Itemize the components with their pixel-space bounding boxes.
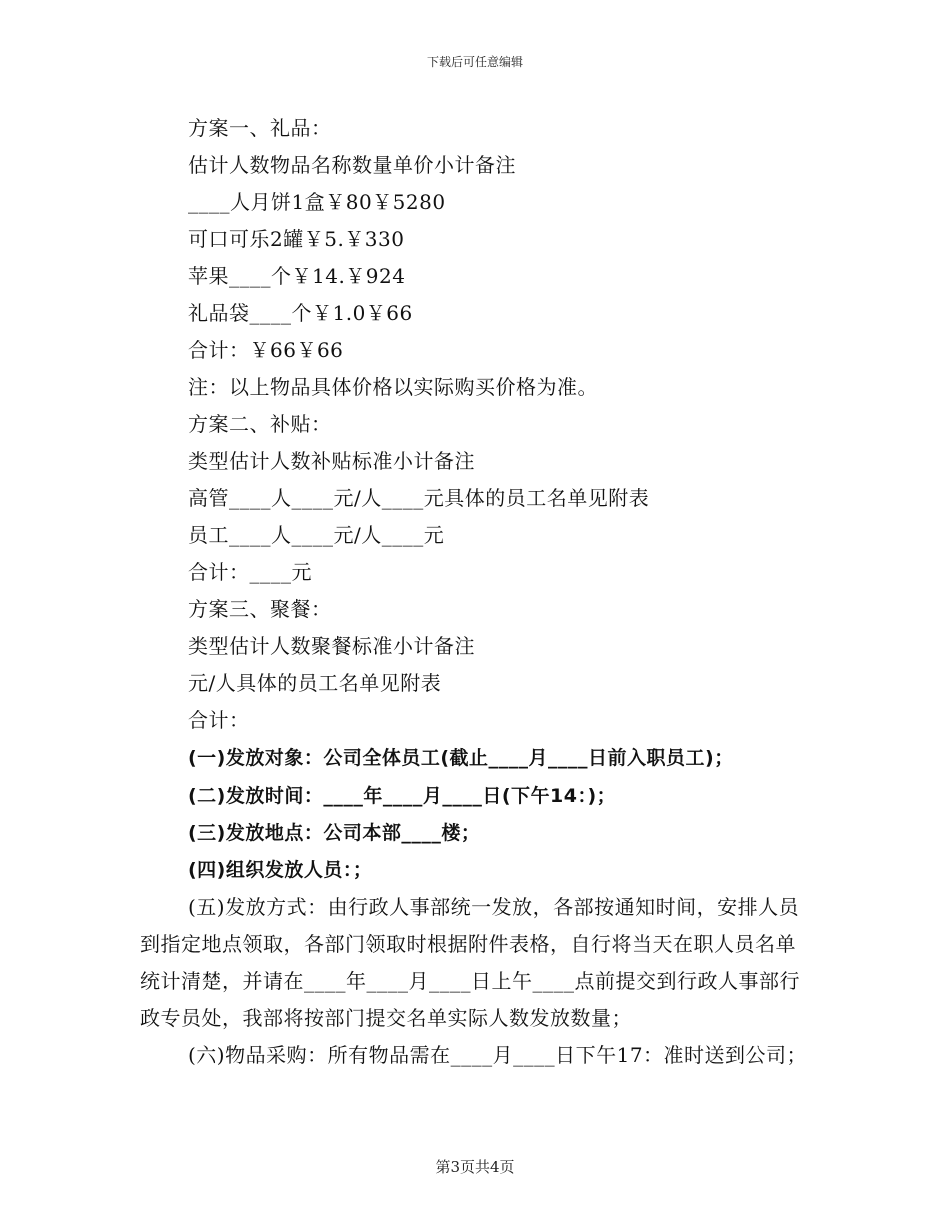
page-header: 下载后可任意编辑 [426, 55, 523, 69]
text-line: 类型估计人数聚餐标准小计备注 [188, 634, 475, 658]
text-line: 员工____人____元/人____元 [188, 523, 445, 547]
paragraph-procurement: (六)物品采购：所有物品需在____月____日下午17：准时送到公司； [188, 1043, 808, 1067]
bold-line: (一)发放对象：公司全体员工(截止____月____日前入职员工)； [188, 747, 734, 769]
text-line: 礼品袋____个￥1.0￥66 [188, 301, 413, 325]
text-line: 方案一、礼品： [188, 116, 332, 140]
text-line: ____人月饼1盒￥80￥5280 [188, 190, 446, 214]
bold-line: (三)发放地点：公司本部____楼； [188, 822, 481, 844]
paragraph-distribution-method: (五)发放方式：由行政人事部统一发放，各部按通知时间，安排人员到指定地点领取，各部门领取时根据附件表格，自行将当天在职人员名单统计清楚，并请在____年____月____日上午____点前提交到行政人事部行政专员处，我部将按部门提交名单实际人数发放数量； [140, 895, 800, 1030]
page-footer: 第3页共4页 [435, 1158, 515, 1176]
text-line: 合计：____元 [188, 560, 312, 584]
text-line: 元/人具体的员工名单见附表 [188, 671, 442, 695]
bold-line: (四)组织发放人员：； [188, 859, 373, 881]
text-line: 注：以上物品具体价格以实际购买价格为准。 [188, 375, 598, 399]
body-paragraphs [140, 889, 812, 1074]
text-line: 方案三、聚餐： [188, 597, 332, 621]
text-line: 估计人数物品名称数量单价小计备注 [188, 153, 516, 177]
text-line: 方案二、补贴： [188, 412, 332, 436]
text-line: 苹果____个￥14.￥924 [188, 264, 406, 288]
text-line: 类型估计人数补贴标准小计备注 [188, 449, 475, 473]
text-line: 合计：￥66￥66 [188, 338, 344, 362]
bold-line: (二)发放时间：____年____月____日(下午14：)； [188, 785, 617, 807]
text-line: 高管____人____元/人____元具体的员工名单见附表 [188, 486, 650, 510]
text-line: 合计： [188, 708, 250, 732]
text-line: 可口可乐2罐￥5.￥330 [188, 227, 405, 251]
